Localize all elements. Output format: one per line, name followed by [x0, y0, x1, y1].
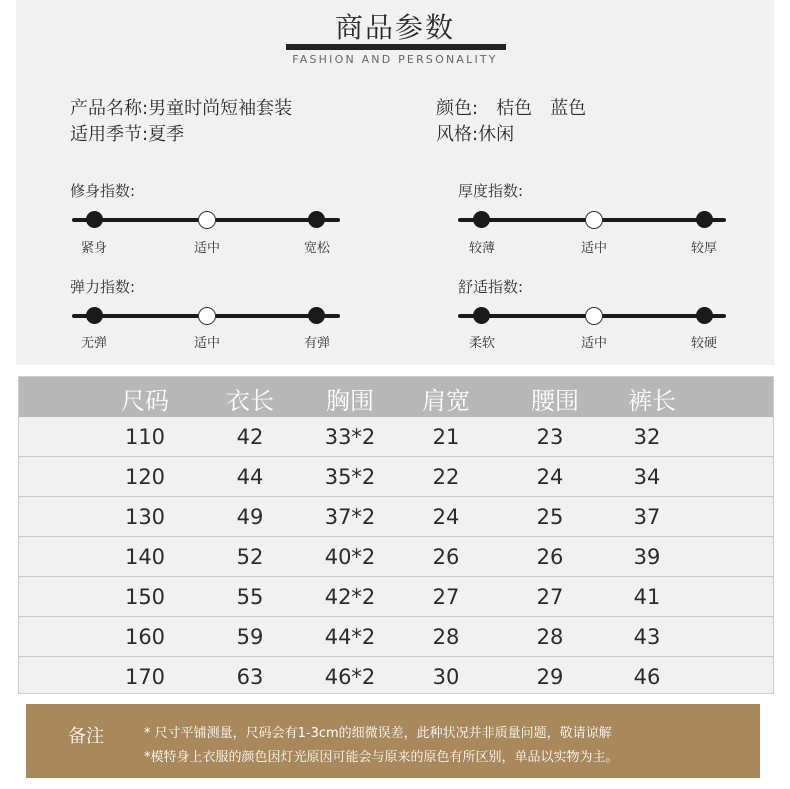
table-cell: 37 — [633, 505, 661, 529]
title-underline — [286, 44, 506, 50]
table-cell: 26 — [432, 545, 460, 569]
notes-line-measurement: * 尺寸平铺测量，尺码会有1-3cm的细微误差，此种状况并非质量问题，敬请谅解 — [144, 726, 612, 741]
season-label: 适用季节: — [70, 124, 149, 145]
fit-scale-label-medium: 适中 — [193, 241, 220, 256]
table-cell: 25 — [536, 505, 564, 529]
table-cell: 55 — [236, 585, 264, 609]
product-name-label: 产品名称: — [70, 98, 149, 119]
header-size: 尺码 — [121, 387, 169, 415]
table-cell: 44*2 — [324, 625, 376, 649]
table-cell: 150 — [124, 585, 166, 609]
product-name-value: 男童时尚短袖套装 — [148, 98, 293, 119]
table-cell: 46*2 — [324, 665, 376, 689]
header-shoulder: 肩宽 — [422, 387, 470, 415]
elasticity-scale-title: 弹力指数: — [70, 278, 136, 296]
table-cell: 140 — [124, 545, 166, 569]
table-cell: 26 — [536, 545, 564, 569]
fit-scale-label-loose: 宽松 — [303, 241, 330, 256]
comfort-scale-dot-soft — [473, 307, 490, 324]
season-value: 夏季 — [148, 124, 185, 145]
thickness-scale-dot-thin — [473, 211, 490, 228]
table-cell: 27 — [432, 585, 460, 609]
fit-scale-dot-selected — [198, 211, 216, 229]
table-cell: 35*2 — [324, 465, 376, 489]
elasticity-scale-label-stretch: 有弹 — [303, 336, 330, 351]
table-row — [19, 457, 773, 497]
notes-label: 备注 — [68, 726, 104, 747]
comfort-scale-label-medium: 适中 — [580, 336, 607, 351]
table-cell: 52 — [236, 545, 264, 569]
table-cell: 21 — [432, 425, 460, 449]
size-table-header — [19, 377, 773, 417]
table-cell: 120 — [124, 465, 166, 489]
table-cell: 130 — [124, 505, 166, 529]
table-cell: 29 — [536, 665, 564, 689]
table-cell: 43 — [633, 625, 661, 649]
header-length: 衣长 — [226, 387, 274, 415]
table-cell: 22 — [432, 465, 460, 489]
comfort-scale-label-hard: 较硬 — [690, 336, 717, 351]
elasticity-scale-dot-selected — [198, 307, 216, 325]
notes-line-color: *模特身上衣服的颜色因灯光原因可能会与原来的原色有所区别，单品以实物为主。 — [144, 750, 619, 765]
table-cell: 44 — [236, 465, 264, 489]
table-row — [19, 657, 773, 697]
table-cell: 24 — [432, 505, 460, 529]
table-cell: 30 — [432, 665, 460, 689]
elasticity-scale-label-none: 无弹 — [80, 336, 107, 351]
table-cell: 46 — [633, 665, 661, 689]
table-cell: 33*2 — [324, 425, 376, 449]
fit-scale-dot-loose — [308, 211, 325, 228]
table-row — [19, 617, 773, 657]
fit-scale-dot-tight — [86, 211, 103, 228]
season-row — [70, 120, 184, 146]
thickness-scale-dot-selected — [585, 211, 603, 229]
table-cell: 42 — [236, 425, 264, 449]
table-row — [19, 537, 773, 577]
header-waist: 腰围 — [531, 387, 579, 415]
style-label: 风格: — [436, 124, 479, 145]
table-cell: 37*2 — [324, 505, 376, 529]
color-label: 颜色: — [436, 98, 479, 119]
header-chest: 胸围 — [326, 387, 374, 415]
comfort-scale-dot-hard — [696, 307, 713, 324]
comfort-scale-title: 舒适指数: — [458, 278, 524, 296]
color-value-blue: 蓝色 — [550, 98, 587, 119]
table-cell: 39 — [633, 545, 661, 569]
table-cell: 110 — [124, 425, 166, 449]
table-cell: 28 — [536, 625, 564, 649]
thickness-scale-label-medium: 适中 — [580, 241, 607, 256]
table-cell: 49 — [236, 505, 264, 529]
notes-box — [26, 704, 760, 778]
table-cell: 160 — [124, 625, 166, 649]
elasticity-scale-dot-none — [86, 307, 103, 324]
style-value: 休闲 — [478, 124, 515, 145]
table-cell: 41 — [633, 585, 661, 609]
comfort-scale-label-soft: 柔软 — [468, 336, 495, 351]
product-name-row — [70, 94, 292, 120]
thickness-scale-title: 厚度指数: — [458, 182, 524, 200]
table-cell: 170 — [124, 665, 166, 689]
size-table — [18, 376, 774, 694]
thickness-scale-dot-thick — [696, 211, 713, 228]
table-cell: 24 — [536, 465, 564, 489]
fit-scale-title: 修身指数: — [70, 182, 136, 200]
elasticity-scale-label-medium: 适中 — [193, 336, 220, 351]
table-cell: 27 — [536, 585, 564, 609]
table-cell: 28 — [432, 625, 460, 649]
table-cell: 23 — [536, 425, 564, 449]
table-row — [19, 417, 773, 457]
color-row — [436, 94, 586, 120]
table-row — [19, 577, 773, 617]
table-cell: 32 — [633, 425, 661, 449]
style-row — [436, 120, 514, 146]
table-row — [19, 497, 773, 537]
table-cell: 42*2 — [324, 585, 376, 609]
page-title: 商品参数 — [334, 11, 455, 44]
page-subtitle: FASHION AND PERSONALITY — [292, 53, 498, 66]
fit-scale-label-tight: 紧身 — [80, 241, 107, 256]
table-cell: 40*2 — [324, 545, 376, 569]
header-pants-length: 裤长 — [628, 387, 676, 415]
table-cell: 34 — [633, 465, 661, 489]
table-cell: 63 — [236, 665, 264, 689]
table-cell: 59 — [236, 625, 264, 649]
color-value-orange: 桔色 — [496, 98, 533, 119]
thickness-scale-label-thin: 较薄 — [468, 241, 495, 256]
elasticity-scale-dot-stretch — [308, 307, 325, 324]
thickness-scale-label-thick: 较厚 — [690, 241, 717, 256]
comfort-scale-dot-selected — [585, 307, 603, 325]
